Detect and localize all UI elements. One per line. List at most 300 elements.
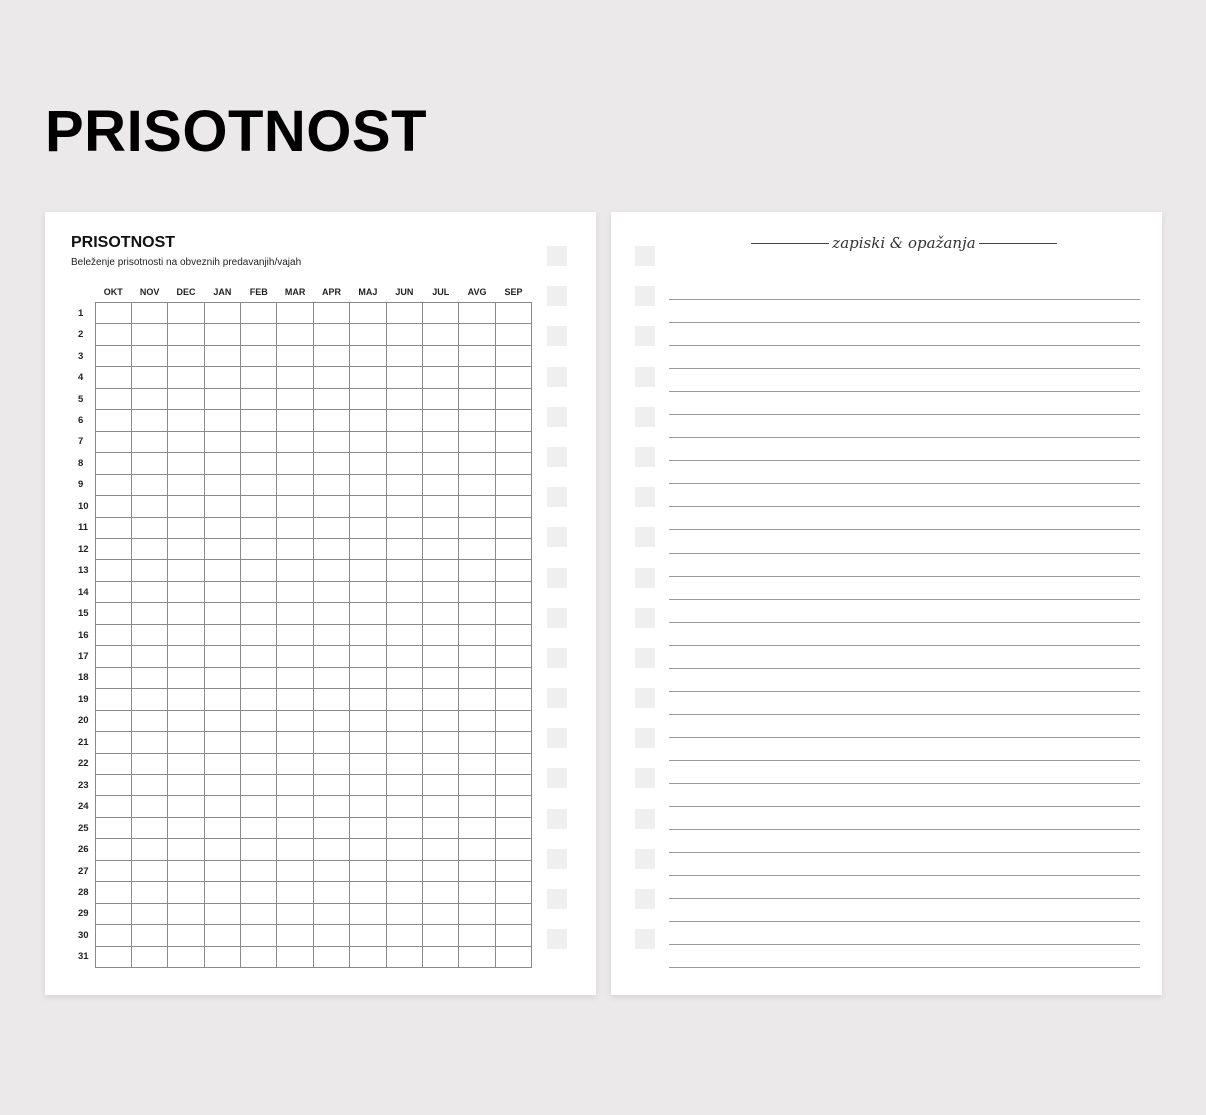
attendance-cell[interactable] (241, 882, 277, 903)
attendance-cell[interactable] (277, 860, 313, 881)
attendance-cell[interactable] (350, 560, 386, 581)
attendance-cell[interactable] (350, 796, 386, 817)
attendance-cell[interactable] (204, 624, 240, 645)
attendance-cell[interactable] (350, 538, 386, 559)
attendance-cell[interactable] (423, 646, 459, 667)
attendance-cell[interactable] (277, 367, 313, 388)
attendance-cell[interactable] (168, 410, 204, 431)
attendance-cell[interactable] (386, 667, 422, 688)
attendance-cell[interactable] (131, 860, 167, 881)
attendance-cell[interactable] (95, 496, 131, 517)
attendance-cell[interactable] (313, 453, 349, 474)
note-line[interactable] (669, 761, 1140, 784)
attendance-cell[interactable] (423, 345, 459, 366)
attendance-cell[interactable] (423, 925, 459, 946)
attendance-cell[interactable] (131, 431, 167, 452)
note-line[interactable] (669, 531, 1140, 554)
attendance-cell[interactable] (423, 624, 459, 645)
attendance-cell[interactable] (386, 560, 422, 581)
attendance-cell[interactable] (241, 517, 277, 538)
attendance-cell[interactable] (277, 431, 313, 452)
attendance-cell[interactable] (350, 732, 386, 753)
attendance-cell[interactable] (423, 324, 459, 345)
attendance-cell[interactable] (495, 517, 531, 538)
attendance-cell[interactable] (495, 710, 531, 731)
attendance-cell[interactable] (168, 538, 204, 559)
attendance-cell[interactable] (350, 646, 386, 667)
note-line[interactable] (669, 784, 1140, 807)
attendance-cell[interactable] (386, 817, 422, 838)
attendance-cell[interactable] (95, 860, 131, 881)
attendance-cell[interactable] (241, 624, 277, 645)
attendance-cell[interactable] (168, 603, 204, 624)
attendance-cell[interactable] (459, 946, 495, 967)
attendance-cell[interactable] (386, 710, 422, 731)
note-line[interactable] (669, 300, 1140, 323)
attendance-cell[interactable] (495, 474, 531, 495)
attendance-cell[interactable] (241, 839, 277, 860)
attendance-cell[interactable] (131, 689, 167, 710)
note-line[interactable] (669, 623, 1140, 646)
note-line[interactable] (669, 945, 1140, 968)
attendance-cell[interactable] (350, 303, 386, 324)
attendance-cell[interactable] (131, 581, 167, 602)
attendance-cell[interactable] (168, 496, 204, 517)
attendance-cell[interactable] (495, 367, 531, 388)
attendance-cell[interactable] (350, 624, 386, 645)
attendance-cell[interactable] (459, 581, 495, 602)
attendance-cell[interactable] (495, 496, 531, 517)
note-line[interactable] (669, 807, 1140, 830)
attendance-cell[interactable] (168, 946, 204, 967)
attendance-cell[interactable] (95, 753, 131, 774)
attendance-cell[interactable] (350, 774, 386, 795)
attendance-cell[interactable] (313, 860, 349, 881)
attendance-cell[interactable] (204, 517, 240, 538)
attendance-cell[interactable] (423, 753, 459, 774)
attendance-cell[interactable] (204, 817, 240, 838)
attendance-cell[interactable] (204, 345, 240, 366)
attendance-cell[interactable] (95, 667, 131, 688)
attendance-cell[interactable] (168, 624, 204, 645)
attendance-cell[interactable] (168, 925, 204, 946)
attendance-cell[interactable] (495, 774, 531, 795)
attendance-cell[interactable] (313, 431, 349, 452)
attendance-cell[interactable] (204, 796, 240, 817)
attendance-cell[interactable] (386, 732, 422, 753)
attendance-cell[interactable] (423, 817, 459, 838)
attendance-cell[interactable] (423, 474, 459, 495)
attendance-cell[interactable] (459, 839, 495, 860)
attendance-cell[interactable] (277, 388, 313, 409)
attendance-cell[interactable] (495, 345, 531, 366)
attendance-cell[interactable] (313, 517, 349, 538)
attendance-cell[interactable] (277, 560, 313, 581)
attendance-cell[interactable] (277, 839, 313, 860)
attendance-cell[interactable] (423, 367, 459, 388)
note-line[interactable] (669, 853, 1140, 876)
attendance-cell[interactable] (386, 410, 422, 431)
attendance-cell[interactable] (386, 453, 422, 474)
attendance-cell[interactable] (350, 453, 386, 474)
attendance-cell[interactable] (241, 388, 277, 409)
attendance-cell[interactable] (459, 925, 495, 946)
attendance-cell[interactable] (204, 431, 240, 452)
attendance-cell[interactable] (386, 324, 422, 345)
attendance-cell[interactable] (313, 624, 349, 645)
attendance-cell[interactable] (131, 839, 167, 860)
attendance-cell[interactable] (204, 710, 240, 731)
attendance-cell[interactable] (386, 882, 422, 903)
attendance-cell[interactable] (350, 882, 386, 903)
attendance-cell[interactable] (459, 560, 495, 581)
note-line[interactable] (669, 577, 1140, 600)
attendance-cell[interactable] (313, 774, 349, 795)
attendance-cell[interactable] (168, 732, 204, 753)
attendance-cell[interactable] (459, 517, 495, 538)
attendance-cell[interactable] (386, 624, 422, 645)
attendance-cell[interactable] (131, 453, 167, 474)
attendance-cell[interactable] (204, 946, 240, 967)
attendance-cell[interactable] (277, 345, 313, 366)
attendance-cell[interactable] (313, 753, 349, 774)
attendance-cell[interactable] (350, 388, 386, 409)
attendance-cell[interactable] (131, 303, 167, 324)
attendance-cell[interactable] (459, 903, 495, 924)
attendance-cell[interactable] (386, 367, 422, 388)
attendance-cell[interactable] (313, 581, 349, 602)
attendance-cell[interactable] (277, 667, 313, 688)
attendance-cell[interactable] (350, 753, 386, 774)
attendance-cell[interactable] (241, 667, 277, 688)
attendance-cell[interactable] (131, 388, 167, 409)
attendance-cell[interactable] (495, 581, 531, 602)
attendance-cell[interactable] (168, 431, 204, 452)
attendance-cell[interactable] (241, 925, 277, 946)
attendance-cell[interactable] (350, 710, 386, 731)
attendance-cell[interactable] (386, 946, 422, 967)
attendance-cell[interactable] (459, 474, 495, 495)
attendance-cell[interactable] (168, 646, 204, 667)
note-line[interactable] (669, 646, 1140, 669)
attendance-cell[interactable] (204, 603, 240, 624)
note-line[interactable] (669, 715, 1140, 738)
attendance-cell[interactable] (459, 817, 495, 838)
attendance-cell[interactable] (95, 324, 131, 345)
attendance-cell[interactable] (423, 496, 459, 517)
attendance-cell[interactable] (495, 431, 531, 452)
attendance-cell[interactable] (131, 624, 167, 645)
attendance-cell[interactable] (95, 817, 131, 838)
attendance-cell[interactable] (313, 410, 349, 431)
note-line[interactable] (669, 554, 1140, 577)
attendance-cell[interactable] (495, 646, 531, 667)
attendance-cell[interactable] (277, 517, 313, 538)
attendance-cell[interactable] (241, 496, 277, 517)
attendance-cell[interactable] (459, 453, 495, 474)
attendance-cell[interactable] (168, 303, 204, 324)
attendance-cell[interactable] (241, 538, 277, 559)
attendance-cell[interactable] (277, 903, 313, 924)
attendance-cell[interactable] (241, 860, 277, 881)
attendance-cell[interactable] (241, 753, 277, 774)
attendance-cell[interactable] (386, 345, 422, 366)
attendance-cell[interactable] (459, 624, 495, 645)
attendance-cell[interactable] (131, 410, 167, 431)
attendance-cell[interactable] (131, 796, 167, 817)
attendance-cell[interactable] (204, 860, 240, 881)
attendance-cell[interactable] (386, 517, 422, 538)
attendance-cell[interactable] (168, 517, 204, 538)
attendance-cell[interactable] (204, 303, 240, 324)
attendance-cell[interactable] (168, 860, 204, 881)
attendance-cell[interactable] (423, 388, 459, 409)
attendance-cell[interactable] (95, 388, 131, 409)
note-line[interactable] (669, 438, 1140, 461)
attendance-cell[interactable] (495, 796, 531, 817)
attendance-cell[interactable] (241, 817, 277, 838)
attendance-cell[interactable] (313, 496, 349, 517)
attendance-cell[interactable] (313, 303, 349, 324)
attendance-cell[interactable] (95, 646, 131, 667)
attendance-cell[interactable] (241, 431, 277, 452)
attendance-cell[interactable] (277, 796, 313, 817)
attendance-cell[interactable] (168, 324, 204, 345)
note-line[interactable] (669, 369, 1140, 392)
attendance-cell[interactable] (495, 667, 531, 688)
attendance-cell[interactable] (459, 796, 495, 817)
attendance-cell[interactable] (241, 367, 277, 388)
attendance-cell[interactable] (495, 388, 531, 409)
attendance-cell[interactable] (95, 538, 131, 559)
attendance-cell[interactable] (131, 474, 167, 495)
attendance-cell[interactable] (131, 324, 167, 345)
attendance-cell[interactable] (277, 925, 313, 946)
attendance-cell[interactable] (423, 303, 459, 324)
attendance-cell[interactable] (386, 538, 422, 559)
attendance-cell[interactable] (386, 581, 422, 602)
attendance-cell[interactable] (277, 410, 313, 431)
attendance-cell[interactable] (386, 860, 422, 881)
attendance-cell[interactable] (313, 689, 349, 710)
attendance-cell[interactable] (459, 753, 495, 774)
attendance-cell[interactable] (204, 453, 240, 474)
attendance-cell[interactable] (168, 474, 204, 495)
attendance-cell[interactable] (495, 925, 531, 946)
attendance-cell[interactable] (423, 538, 459, 559)
attendance-cell[interactable] (313, 710, 349, 731)
attendance-cell[interactable] (423, 517, 459, 538)
attendance-cell[interactable] (459, 710, 495, 731)
attendance-cell[interactable] (204, 388, 240, 409)
attendance-cell[interactable] (168, 560, 204, 581)
note-line[interactable] (669, 692, 1140, 715)
attendance-cell[interactable] (95, 903, 131, 924)
attendance-cell[interactable] (168, 453, 204, 474)
attendance-cell[interactable] (241, 410, 277, 431)
attendance-cell[interactable] (131, 667, 167, 688)
attendance-cell[interactable] (386, 925, 422, 946)
attendance-cell[interactable] (423, 453, 459, 474)
attendance-cell[interactable] (459, 303, 495, 324)
attendance-cell[interactable] (459, 860, 495, 881)
attendance-cell[interactable] (241, 345, 277, 366)
attendance-cell[interactable] (350, 474, 386, 495)
attendance-cell[interactable] (131, 774, 167, 795)
attendance-cell[interactable] (350, 925, 386, 946)
attendance-cell[interactable] (131, 367, 167, 388)
attendance-cell[interactable] (386, 388, 422, 409)
attendance-cell[interactable] (168, 581, 204, 602)
attendance-cell[interactable] (423, 732, 459, 753)
attendance-cell[interactable] (277, 753, 313, 774)
attendance-cell[interactable] (131, 517, 167, 538)
attendance-cell[interactable] (241, 560, 277, 581)
attendance-cell[interactable] (131, 925, 167, 946)
attendance-cell[interactable] (459, 410, 495, 431)
attendance-cell[interactable] (495, 410, 531, 431)
attendance-cell[interactable] (204, 367, 240, 388)
attendance-cell[interactable] (313, 839, 349, 860)
attendance-cell[interactable] (386, 496, 422, 517)
attendance-cell[interactable] (495, 882, 531, 903)
attendance-cell[interactable] (204, 839, 240, 860)
attendance-cell[interactable] (204, 732, 240, 753)
attendance-cell[interactable] (459, 388, 495, 409)
attendance-cell[interactable] (277, 732, 313, 753)
attendance-cell[interactable] (277, 646, 313, 667)
attendance-cell[interactable] (277, 453, 313, 474)
attendance-cell[interactable] (495, 732, 531, 753)
attendance-cell[interactable] (423, 946, 459, 967)
attendance-cell[interactable] (386, 474, 422, 495)
note-line[interactable] (669, 507, 1140, 530)
attendance-cell[interactable] (313, 367, 349, 388)
attendance-cell[interactable] (277, 689, 313, 710)
attendance-cell[interactable] (423, 431, 459, 452)
note-line[interactable] (669, 323, 1140, 346)
attendance-cell[interactable] (313, 882, 349, 903)
attendance-cell[interactable] (459, 431, 495, 452)
attendance-cell[interactable] (95, 774, 131, 795)
attendance-cell[interactable] (241, 474, 277, 495)
attendance-cell[interactable] (313, 796, 349, 817)
attendance-cell[interactable] (386, 431, 422, 452)
attendance-cell[interactable] (277, 324, 313, 345)
attendance-cell[interactable] (95, 925, 131, 946)
note-line[interactable] (669, 738, 1140, 761)
attendance-cell[interactable] (277, 474, 313, 495)
attendance-cell[interactable] (131, 732, 167, 753)
attendance-cell[interactable] (241, 710, 277, 731)
attendance-cell[interactable] (350, 817, 386, 838)
attendance-cell[interactable] (277, 538, 313, 559)
attendance-cell[interactable] (313, 603, 349, 624)
attendance-cell[interactable] (277, 774, 313, 795)
attendance-cell[interactable] (313, 388, 349, 409)
attendance-cell[interactable] (386, 839, 422, 860)
attendance-cell[interactable] (386, 689, 422, 710)
attendance-cell[interactable] (350, 903, 386, 924)
attendance-cell[interactable] (495, 324, 531, 345)
attendance-cell[interactable] (495, 560, 531, 581)
attendance-cell[interactable] (204, 324, 240, 345)
attendance-cell[interactable] (313, 646, 349, 667)
note-line[interactable] (669, 461, 1140, 484)
attendance-cell[interactable] (386, 753, 422, 774)
attendance-cell[interactable] (495, 903, 531, 924)
attendance-cell[interactable] (95, 410, 131, 431)
note-line[interactable] (669, 277, 1140, 300)
attendance-cell[interactable] (313, 345, 349, 366)
attendance-cell[interactable] (131, 603, 167, 624)
attendance-cell[interactable] (495, 753, 531, 774)
attendance-cell[interactable] (241, 453, 277, 474)
attendance-cell[interactable] (95, 581, 131, 602)
attendance-cell[interactable] (277, 603, 313, 624)
attendance-cell[interactable] (277, 710, 313, 731)
attendance-cell[interactable] (313, 925, 349, 946)
attendance-cell[interactable] (204, 474, 240, 495)
attendance-cell[interactable] (423, 603, 459, 624)
attendance-cell[interactable] (459, 603, 495, 624)
attendance-cell[interactable] (95, 732, 131, 753)
attendance-cell[interactable] (277, 581, 313, 602)
attendance-cell[interactable] (350, 517, 386, 538)
attendance-cell[interactable] (95, 882, 131, 903)
note-line[interactable] (669, 669, 1140, 692)
attendance-cell[interactable] (95, 946, 131, 967)
attendance-cell[interactable] (168, 774, 204, 795)
attendance-cell[interactable] (241, 581, 277, 602)
attendance-cell[interactable] (168, 817, 204, 838)
attendance-cell[interactable] (131, 345, 167, 366)
attendance-cell[interactable] (313, 667, 349, 688)
attendance-cell[interactable] (95, 303, 131, 324)
attendance-cell[interactable] (204, 882, 240, 903)
attendance-cell[interactable] (423, 689, 459, 710)
attendance-cell[interactable] (495, 603, 531, 624)
attendance-cell[interactable] (241, 689, 277, 710)
attendance-cell[interactable] (204, 925, 240, 946)
attendance-cell[interactable] (204, 753, 240, 774)
attendance-cell[interactable] (95, 474, 131, 495)
attendance-cell[interactable] (313, 560, 349, 581)
attendance-cell[interactable] (313, 903, 349, 924)
attendance-cell[interactable] (168, 388, 204, 409)
attendance-cell[interactable] (241, 303, 277, 324)
attendance-cell[interactable] (350, 689, 386, 710)
attendance-cell[interactable] (241, 796, 277, 817)
note-line[interactable] (669, 392, 1140, 415)
attendance-cell[interactable] (95, 367, 131, 388)
note-line[interactable] (669, 922, 1140, 945)
attendance-cell[interactable] (204, 774, 240, 795)
attendance-cell[interactable] (95, 517, 131, 538)
attendance-cell[interactable] (168, 345, 204, 366)
attendance-cell[interactable] (95, 345, 131, 366)
attendance-cell[interactable] (423, 581, 459, 602)
attendance-cell[interactable] (313, 324, 349, 345)
attendance-cell[interactable] (495, 303, 531, 324)
attendance-cell[interactable] (350, 581, 386, 602)
attendance-cell[interactable] (95, 796, 131, 817)
attendance-cell[interactable] (241, 774, 277, 795)
attendance-cell[interactable] (95, 710, 131, 731)
attendance-cell[interactable] (350, 839, 386, 860)
attendance-cell[interactable] (459, 538, 495, 559)
attendance-cell[interactable] (423, 860, 459, 881)
